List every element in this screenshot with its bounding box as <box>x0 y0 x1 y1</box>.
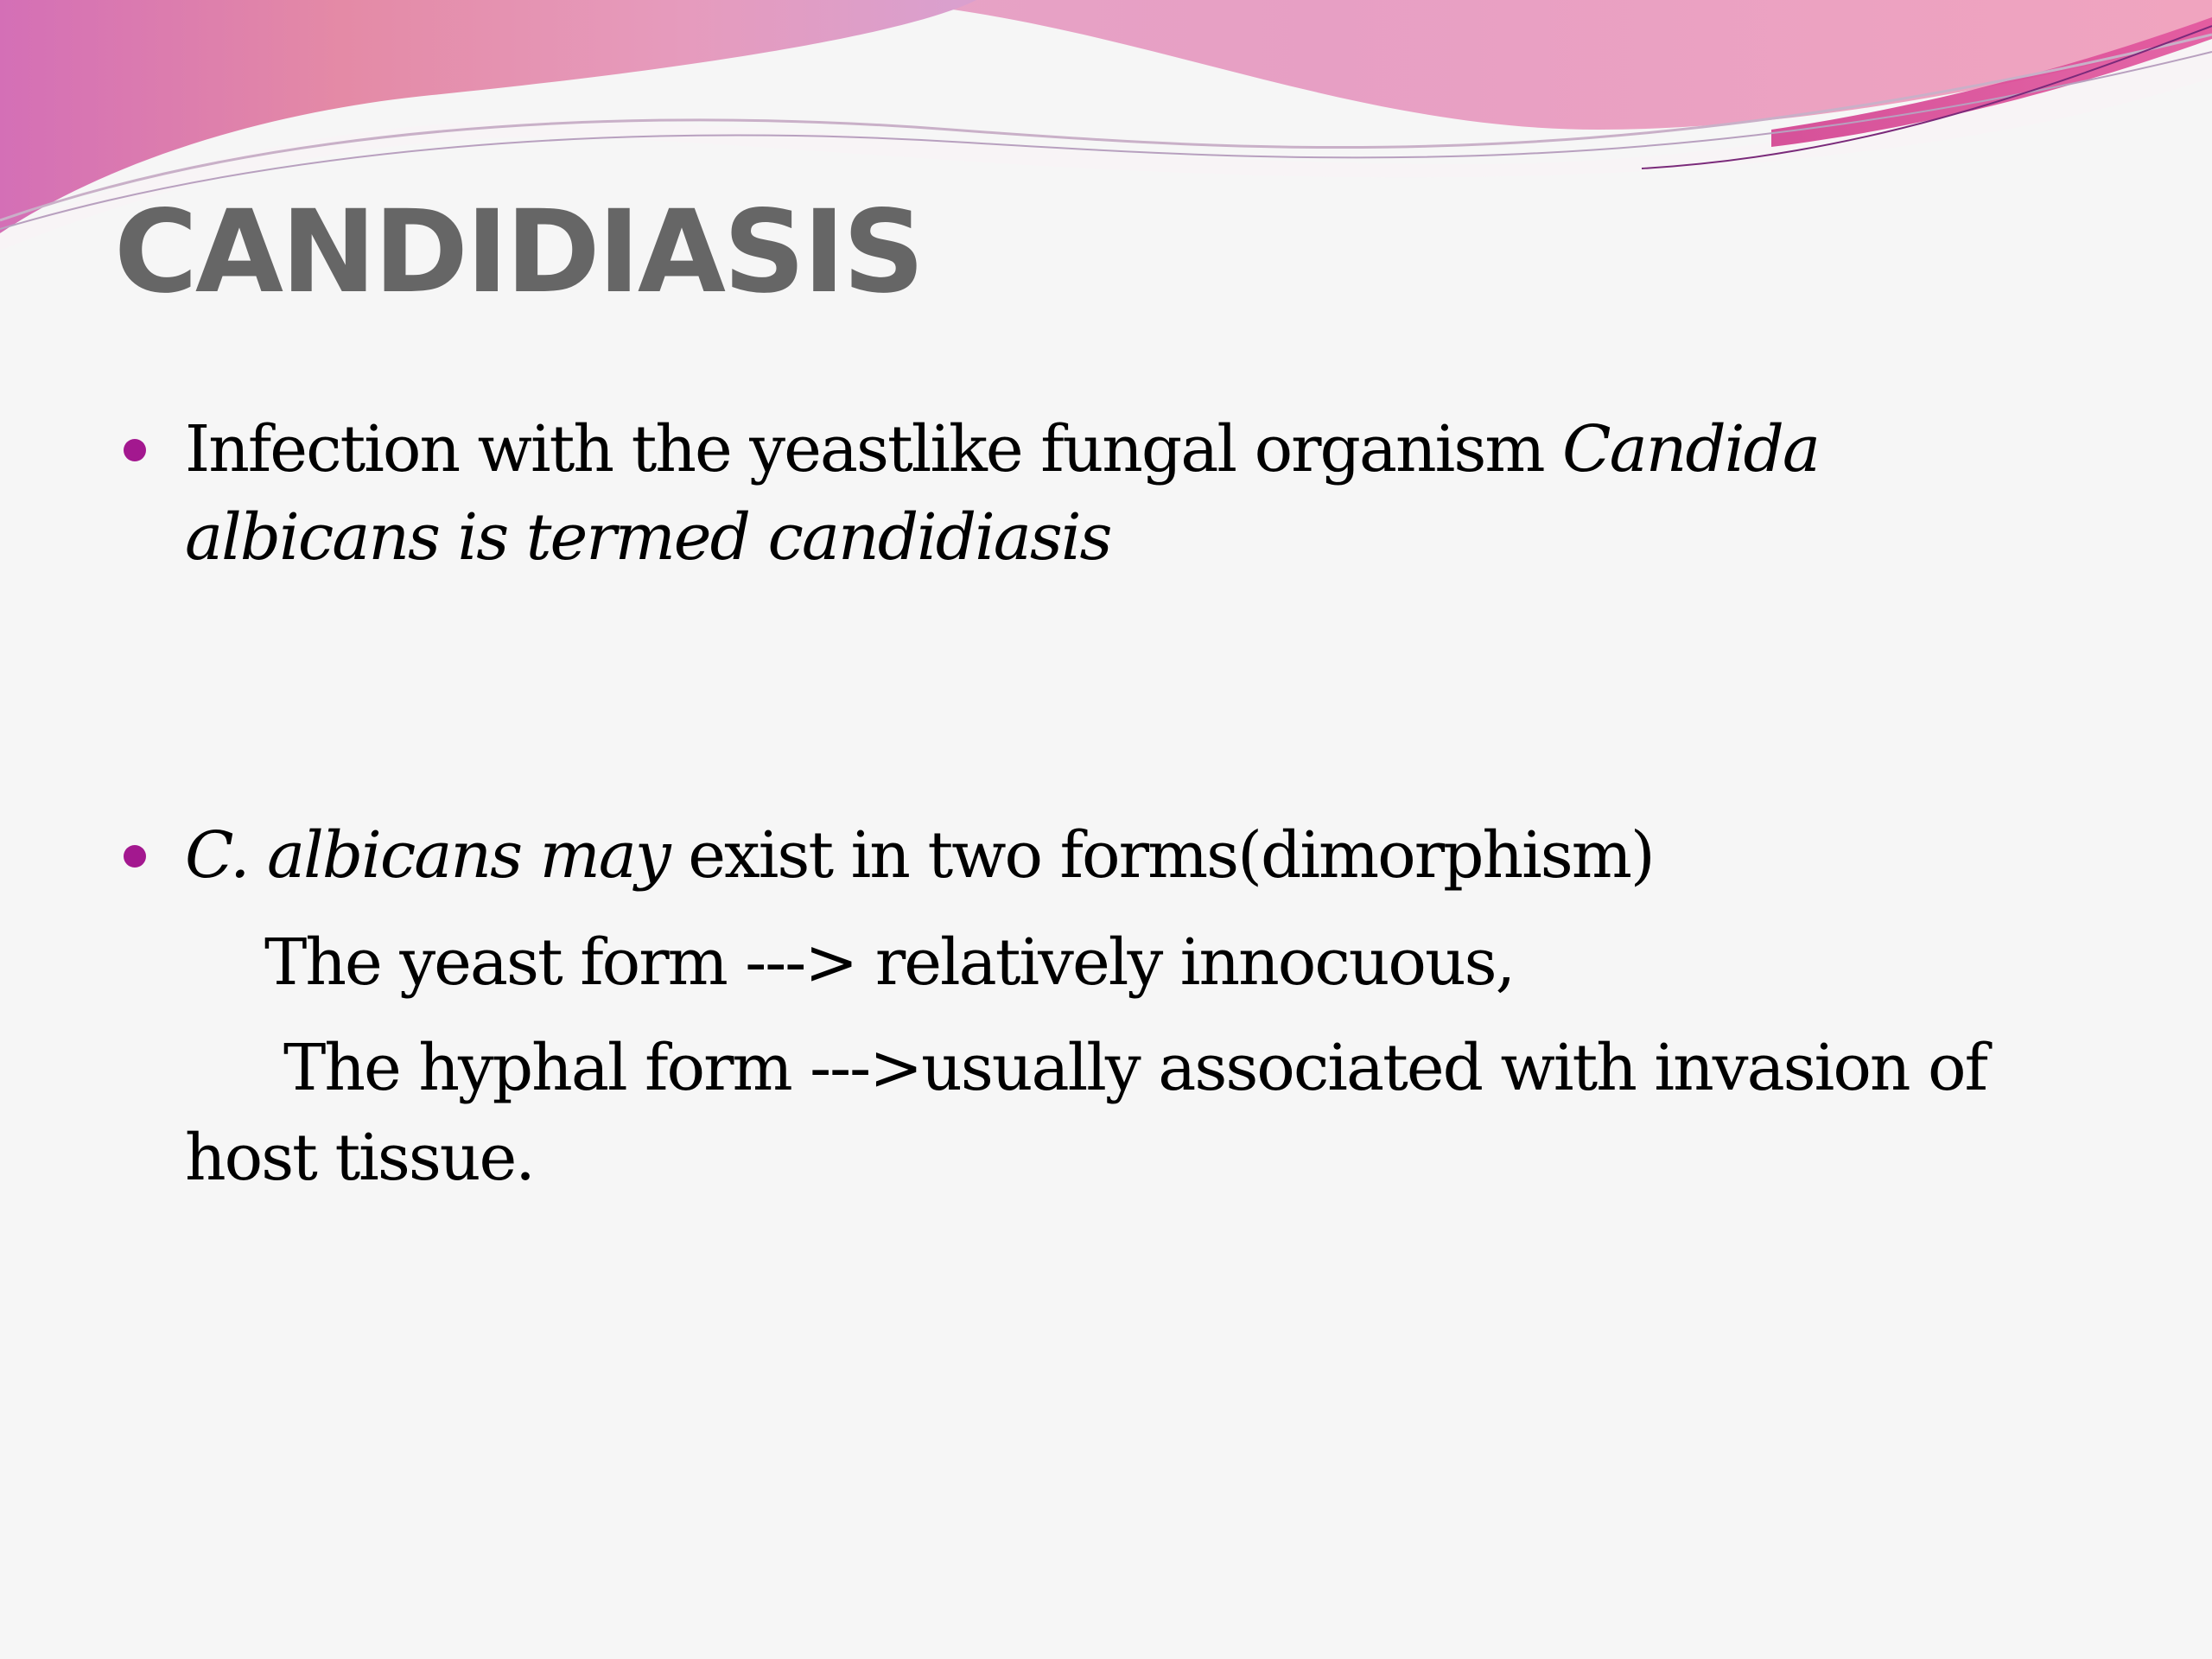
hyphal-form-line: The hyphal form --->usually associated with invasion of <box>283 1031 1986 1105</box>
bullet-2-line-1 <box>185 812 1654 899</box>
yeast-form-line: The yeast form ---> relatively innocuous, <box>264 925 1515 1000</box>
bullet-2-text: exist in two forms(dimorphism) <box>669 818 1654 893</box>
bullet-2-italic: C. albicans may <box>185 818 670 893</box>
bullet-1-italic: Candida <box>1562 412 1819 486</box>
bullet-1-line-2: albicans is termed candidiasis <box>185 500 1111 575</box>
bullet-dot <box>124 845 146 868</box>
bullet-1-line-1 <box>185 406 1819 493</box>
hyphal-form-continuation: host tissue. <box>185 1121 534 1195</box>
slide-title: CANDIDIASIS <box>114 186 923 319</box>
bullet-dot <box>124 439 146 461</box>
bullet-1-text: Infection with the yeastlike fungal organism <box>185 412 1563 486</box>
